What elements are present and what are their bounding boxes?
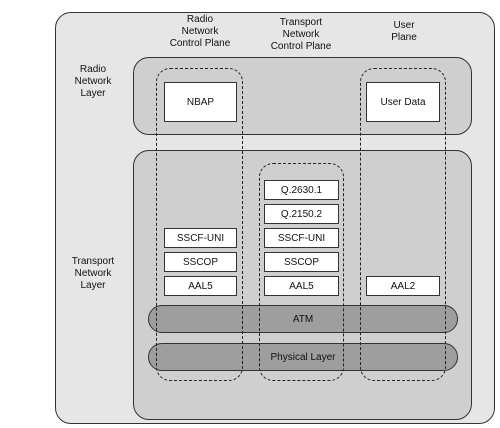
tncp-sscop-label: SSCOP bbox=[283, 256, 319, 268]
user-plane-aal2-box bbox=[366, 276, 440, 296]
atm-label: ATM bbox=[292, 313, 314, 325]
rncp-sscf-uni-box bbox=[164, 228, 237, 248]
nbap-box bbox=[164, 82, 237, 122]
tncp-aal5-label: AAL5 bbox=[289, 280, 314, 292]
tncp-q2630-label: Q.2630.1 bbox=[280, 184, 323, 196]
rncp-sscf-uni-label: SSCF-UNI bbox=[176, 232, 225, 244]
rncp-aal5-box bbox=[164, 276, 237, 296]
user-data-label: User Data bbox=[380, 96, 426, 108]
rncp-sscop-box bbox=[164, 252, 237, 272]
rncp-sscop-label: SSCOP bbox=[182, 256, 218, 268]
user-plane-aal2-label: AAL2 bbox=[390, 280, 416, 292]
nbap-label: NBAP bbox=[186, 96, 215, 108]
tncp-q2630-box bbox=[264, 180, 339, 200]
rncp-aal5-label: AAL5 bbox=[188, 280, 213, 292]
tncp-aal5-box bbox=[264, 276, 339, 296]
column-header-radio-network-control-plane: Radio Network Control Plane bbox=[169, 14, 231, 49]
tncp-q2150-box bbox=[264, 204, 339, 224]
tncp-sscop-box bbox=[264, 252, 339, 272]
column-header-user-plane: User Plane bbox=[391, 20, 417, 43]
column-header-transport-network-control-plane: Transport Network Control Plane bbox=[270, 17, 332, 52]
physical-layer-label: Physical Layer bbox=[270, 351, 336, 363]
user-data-box bbox=[366, 82, 440, 122]
tncp-sscf-uni-box bbox=[264, 228, 339, 248]
tncp-sscf-uni-label: SSCF-UNI bbox=[277, 232, 326, 244]
row-label-radio-network-layer: Radio Network Layer bbox=[74, 64, 112, 99]
row-label-transport-network-layer: Transport Network Layer bbox=[71, 256, 115, 291]
tncp-q2150-label: Q.2150.2 bbox=[280, 208, 323, 220]
